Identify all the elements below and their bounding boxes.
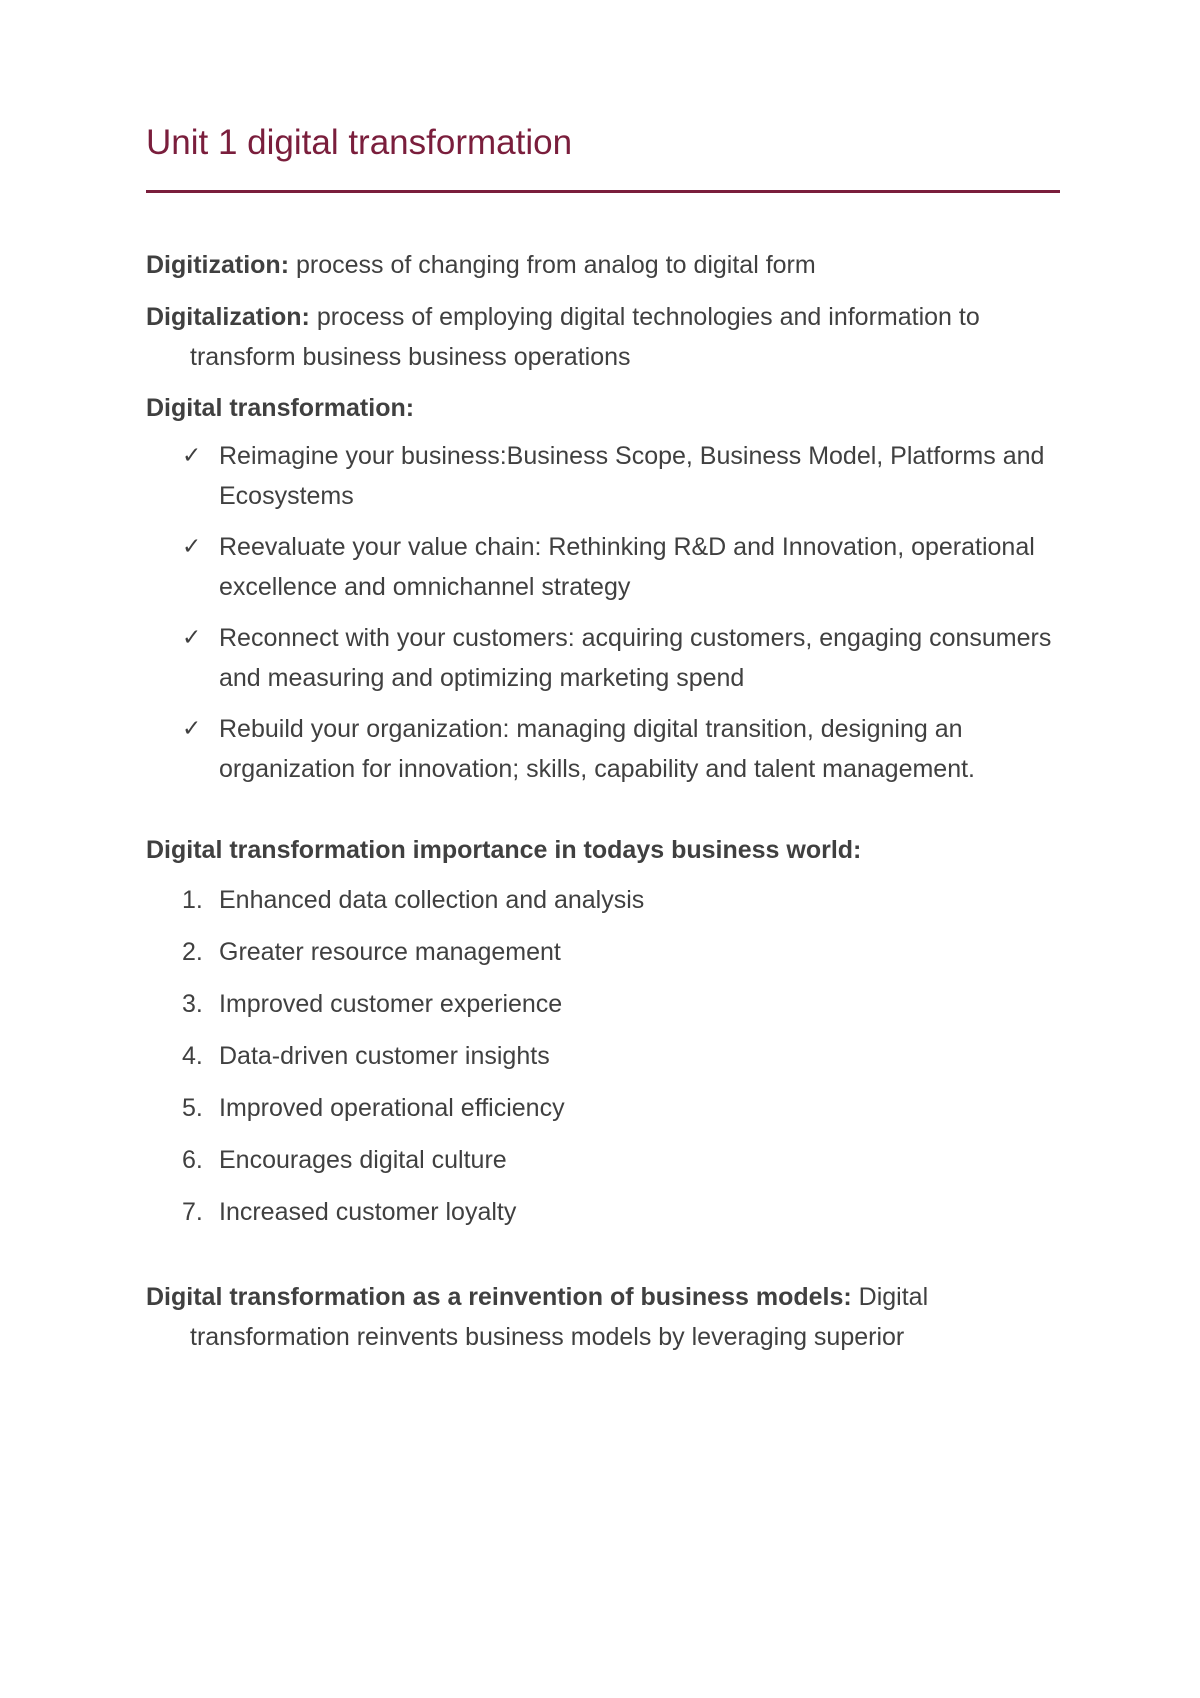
digital-transformation-checklist [146, 436, 1062, 789]
list-number: 2. [182, 938, 203, 966]
checkmark-icon: ✓ [182, 534, 202, 560]
digitization-term: Digitization: [146, 251, 290, 279]
list-item-text: Greater resource management [219, 938, 561, 966]
checklist-item [146, 709, 1062, 789]
list-item-text: Enhanced data collection and analysis [219, 886, 645, 914]
list-number: 3. [182, 990, 203, 1018]
list-number: 4. [182, 1042, 203, 1070]
list-item-text: Increased customer loyalty [219, 1198, 517, 1226]
checklist-item-text: Reevaluate your value chain: Rethinking R&D and Innovation, operational excellence and omnichannel strategy [219, 533, 1035, 601]
list-number: 7. [182, 1198, 203, 1226]
reinvention-paragraph [146, 1277, 1062, 1357]
checklist-item [146, 436, 1062, 516]
reinvention-text: Digital transformation reinvents business models by leveraging superior [190, 1283, 929, 1351]
list-number: 6. [182, 1146, 203, 1174]
digitalization-term: Digitalization: [146, 303, 310, 331]
document-content [146, 118, 1062, 1357]
digitization-definition [146, 245, 1062, 285]
digitization-text: process of changing from analog to digital form [289, 251, 816, 279]
importance-heading: Digital transformation importance in todays business world: [146, 836, 862, 864]
checkmark-icon: ✓ [182, 625, 202, 651]
page-title: Unit 1 digital transformation [146, 123, 573, 162]
list-item [146, 1192, 1062, 1232]
list-item [146, 932, 1062, 972]
importance-list [146, 880, 1062, 1232]
checklist-item [146, 527, 1062, 607]
checklist-item-text: Reconnect with your customers: acquiring customers, engaging consumers and measuring and optimizing marketing spend [219, 624, 1052, 692]
digitalization-definition [146, 297, 1062, 377]
list-number: 1. [182, 886, 203, 914]
list-item-text: Improved operational efficiency [219, 1094, 565, 1122]
list-item [146, 880, 1062, 920]
title-divider [146, 190, 1060, 193]
list-item [146, 1140, 1062, 1180]
list-item [146, 1088, 1062, 1128]
checklist-item [146, 618, 1062, 698]
checkmark-icon: ✓ [182, 443, 202, 469]
digital-transformation-heading: Digital transformation: [146, 394, 415, 422]
list-item-text: Data-driven customer insights [219, 1042, 550, 1070]
digitalization-text: process of employing digital technologies and information to transform business business operations [190, 303, 980, 371]
list-item [146, 1036, 1062, 1076]
list-number: 5. [182, 1094, 203, 1122]
reinvention-term: Digital transformation as a reinvention of business models: [146, 1283, 852, 1311]
list-item [146, 984, 1062, 1024]
checklist-item-text: Rebuild your organization: managing digital transition, designing an organization for innovation; skills, capability and talent management. [219, 715, 975, 783]
list-item-text: Encourages digital culture [219, 1146, 507, 1174]
checkmark-icon: ✓ [182, 716, 202, 742]
checklist-item-text: Reimagine your business:Business Scope, Business Model, Platforms and Ecosystems [219, 442, 1045, 510]
list-item-text: Improved customer experience [219, 990, 563, 1018]
